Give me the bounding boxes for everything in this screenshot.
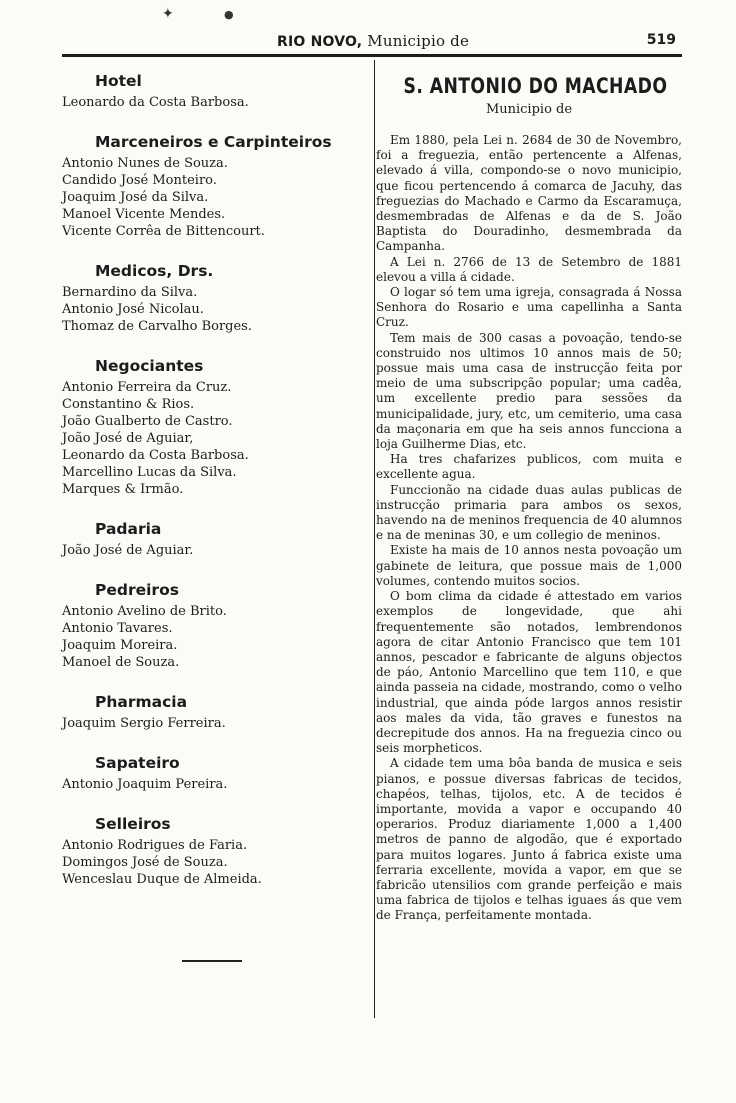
section-heading: Hotel <box>95 72 142 90</box>
directory-entry: Joaquim José da Silva. <box>62 190 209 205</box>
running-header <box>62 30 682 52</box>
directory-entry: Constantino & Rios. <box>62 397 195 412</box>
directory-section <box>62 693 362 732</box>
section-heading: Marceneiros e Carpinteiros <box>95 133 332 151</box>
article-paragraph: Funccionão na cidade duas aulas publicas de instrucção primaria para ambos os sexos, havendo na de meninos frequencia de 40 alumnos e na de meninas 30, e um collegio de meninos. <box>376 482 682 543</box>
directory-entry: Leonardo da Costa Barbosa. <box>62 95 249 110</box>
print-speck-icon: ✦ <box>162 6 174 22</box>
directory-section <box>62 581 362 671</box>
article-paragraph: O logar só tem uma igreja, consagrada á Nossa Senhora do Rosario e uma capellinha a Santa Cruz. <box>376 285 682 330</box>
directory-entry: Wenceslau Duque de Almeida. <box>62 872 262 887</box>
directory-entry: Manoel de Souza. <box>62 655 180 670</box>
directory-section <box>62 262 362 335</box>
directory-entry: Leonardo da Costa Barbosa. <box>62 448 249 463</box>
directory-entry: Antonio Avelino de Brito. <box>62 604 227 619</box>
directory-entry: João José de Aguiar, <box>62 431 194 446</box>
section-heading: Medicos, Drs. <box>95 262 214 280</box>
directory-section <box>62 754 362 793</box>
article-body <box>376 133 682 924</box>
header-title-rest: Municipio de <box>367 32 470 50</box>
directory-entry: Antonio Rodrigues de Faria. <box>62 838 248 853</box>
article-paragraph: Tem mais de 300 casas a povoação, tendo-se construido nos ultimos 10 annos mais de 50; possue mais uma casa de instrucção feita por meio de uma subscripção popular; uma cadêa, um excellente predio para sessões da municipalidade, jury, etc, um cemiterio, uma casa da maçonaria em que ha seis annos funcciona a loja Guilherme Dias, etc. <box>376 330 682 452</box>
directory-section <box>62 133 362 240</box>
directory-entry: Antonio Nunes de Souza. <box>62 156 228 171</box>
directory-entry: Manoel Vicente Mendes. <box>62 207 226 222</box>
directory-entry: Antonio Joaquim Pereira. <box>62 777 228 792</box>
article-paragraph: A Lei n. 2766 de 13 de Setembro de 1881 elevou a villa á cidade. <box>376 254 682 284</box>
section-heading: Pedreiros <box>95 581 179 599</box>
header-title-bold: RIO NOVO, <box>277 34 363 50</box>
directory-entry: Joaquim Sergio Ferreira. <box>62 716 226 731</box>
section-heading: Sapateiro <box>95 754 180 772</box>
directory-entry: Joaquim Moreira. <box>62 638 178 653</box>
directory-entry: Candido José Monteiro. <box>62 173 217 188</box>
directory-entry: Bernardino da Silva. <box>62 285 198 300</box>
directory-entry: João José de Aguiar. <box>62 543 194 558</box>
directory-entry: Antonio Ferreira da Cruz. <box>62 380 232 395</box>
directory-entry: Marcellino Lucas da Silva. <box>62 465 237 480</box>
column-divider <box>374 60 375 1018</box>
page-number: 519 <box>646 32 676 48</box>
article-column <box>376 72 682 924</box>
directory-entry: Antonio José Nicolau. <box>62 302 204 317</box>
article-title: S. ANTONIO DO MACHADO <box>403 74 668 98</box>
directory-entry: Domingos José de Souza. <box>62 855 228 870</box>
article-paragraph: Ha tres chafarizes publicos, com muita e excellente agua. <box>376 452 682 482</box>
directory-section <box>62 520 362 559</box>
directory-section <box>62 357 362 498</box>
print-dot-icon: ● <box>224 8 234 21</box>
article-paragraph: Em 1880, pela Lei n. 2684 de 30 de Novembro, foi a freguezia, então pertencente a Alfenas, elevado á villa, compondo-se o novo municipio, que ficou pertencendo á comarca de Jacuhy, das freguezias do Machado e Carmo da Escaramuça, desmembradas de Alfenas e da de S. João Baptista do Douradinho, desmembrada da Campanha. <box>376 133 682 254</box>
article-paragraph: Existe ha mais de 10 annos nesta povoação um gabinete de leitura, que possue mais de 1,000 volumes, contendo muitos socios. <box>376 543 682 588</box>
directory-entry: Antonio Tavares. <box>62 621 173 636</box>
directory-entry: João Gualberto de Castro. <box>62 414 233 429</box>
directory-section <box>62 815 362 888</box>
directory-entry: Marques & Irmão. <box>62 482 184 497</box>
directory-entry: Thomaz de Carvalho Borges. <box>62 319 252 334</box>
header-rule <box>62 54 682 57</box>
directory-column <box>62 72 362 910</box>
end-rule <box>182 960 242 962</box>
section-heading: Negociantes <box>95 357 204 375</box>
header-title <box>277 32 469 50</box>
directory-entry: Vicente Corrêa de Bittencourt. <box>62 224 265 239</box>
section-heading: Pharmacia <box>95 693 188 711</box>
article-subtitle: Municipio de <box>485 102 573 117</box>
article-paragraph: A cidade tem uma bôa banda de musica e seis pianos, e possue diversas fabricas de tecidos, chapéos, telhas, tijolos, etc. A de tecidos é importante, movida a vapor e occupando 40 operarios. Produz diariamente 1,000 a 1,400 metros de panno de algodão, que é exportado para muitos logares. Junto á fabrica existe uma ferraria excellente, movida a vapor, em que se fabricão utensilios com grande perfeição e mais uma fabrica de tijolos e telhas iguaes ás que vem de França, perfeitamente montada. <box>376 756 682 923</box>
section-heading: Padaria <box>95 520 162 538</box>
section-heading: Selleiros <box>95 815 171 833</box>
directory-section <box>62 72 362 111</box>
article-paragraph: O bom clima da cidade é attestado em varios exemplos de longevidade, que ahi frequentemente são notados, lembrendonos agora de citar Antonio Francisco que tem 101 annos, pescador e fabricante de alguns objectos de páo, Antonio Marcellino que tem 110, e que ainda passeia na cidade, mostrando, como o velho industrial, que ainda póde largos annos resistir aos males da vida, tão graves e funestos na decrepitude dos annos. Ha na freguezia cinco ou seis morpheticos. <box>376 589 682 756</box>
